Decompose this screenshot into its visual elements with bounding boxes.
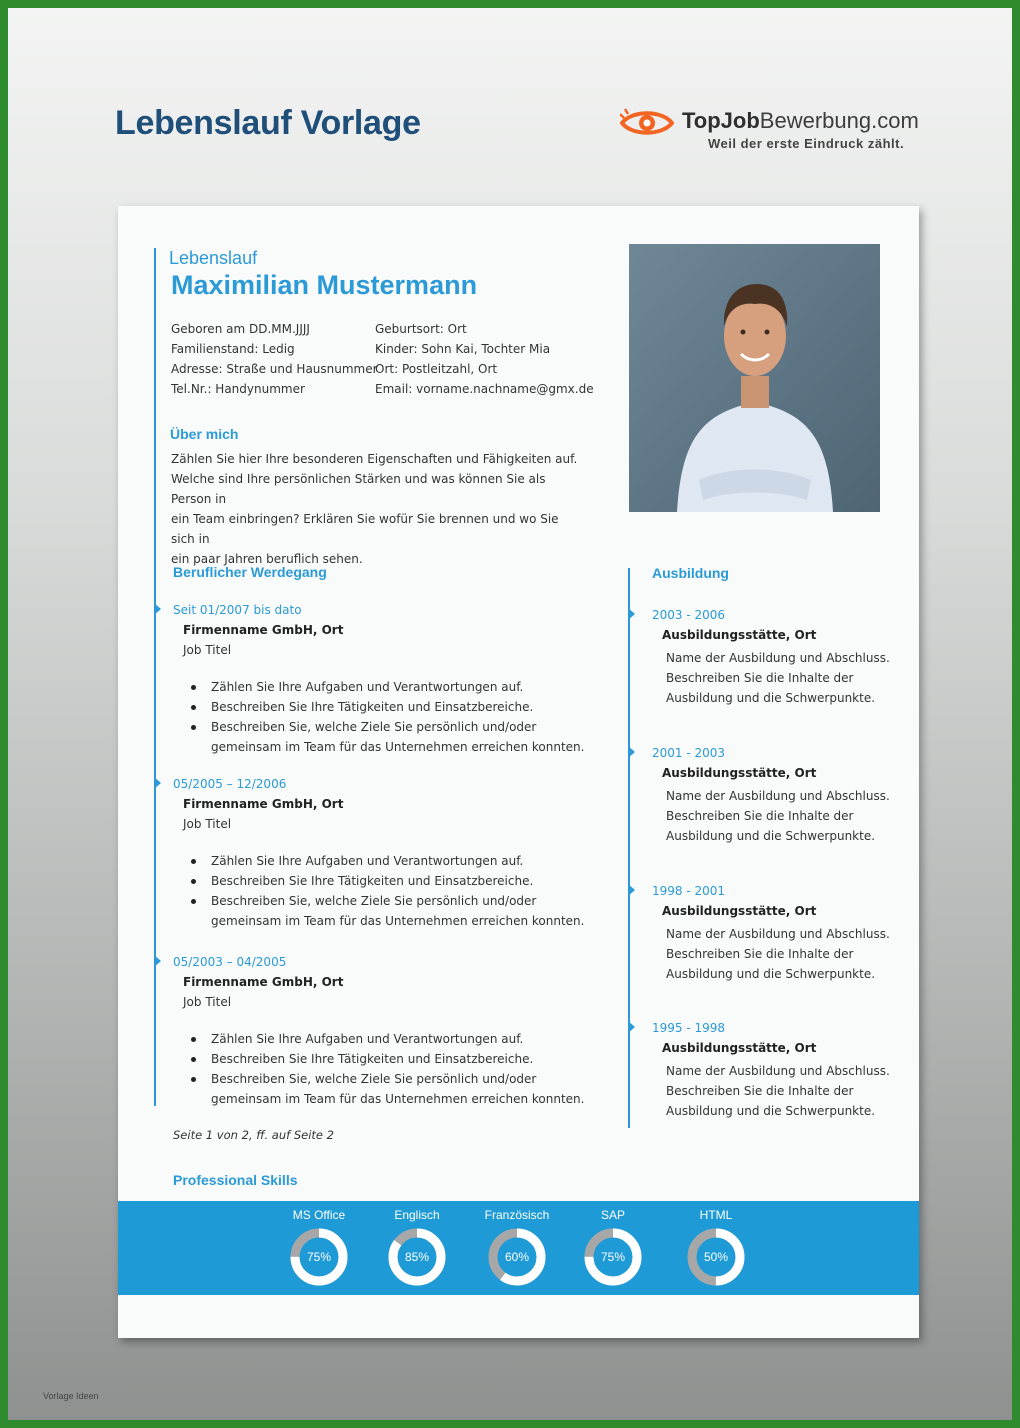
education-school: Ausbildungsstätte, Ort bbox=[662, 904, 817, 918]
list-item: Beschreiben Sie Ihre Tätigkeiten und Einsatzbereiche. bbox=[211, 871, 591, 891]
birth-place: Geburtsort: Ort bbox=[375, 322, 467, 336]
brand-logo[interactable] bbox=[620, 106, 920, 156]
cv-label: Lebenslauf bbox=[169, 248, 258, 268]
marital-status: Familienstand: Ledig bbox=[171, 342, 295, 356]
education-entry bbox=[628, 608, 888, 708]
skill-name: HTML bbox=[699, 1208, 733, 1222]
birth-date: Geboren am DD.MM.JJJJ bbox=[171, 322, 310, 336]
skill-sap bbox=[568, 1207, 658, 1287]
job-title: Job Titel bbox=[183, 817, 232, 831]
education-date: 1995 - 1998 bbox=[652, 1021, 726, 1035]
skill-ring bbox=[289, 1227, 349, 1287]
education-school: Ausbildungsstätte, Ort bbox=[662, 1041, 817, 1055]
about-line: Zählen Sie hier Ihre besonderen Eigenschaften und Fähigkeiten auf. bbox=[171, 452, 578, 466]
skill-percent: 75% bbox=[600, 1250, 626, 1264]
profile-photo bbox=[629, 244, 880, 512]
skills-band bbox=[118, 1201, 919, 1295]
cv-name: Maximilian Mustermann bbox=[171, 270, 478, 300]
list-item: Zählen Sie Ihre Aufgaben und Verantwortungen auf. bbox=[211, 677, 591, 697]
list-item: Beschreiben Sie Ihre Tätigkeiten und Einsatzbereiche. bbox=[211, 697, 591, 717]
skill-franzoesisch bbox=[472, 1207, 562, 1287]
about-heading: Über mich bbox=[170, 426, 239, 442]
city: Ort: Postleitzahl, Ort bbox=[375, 362, 498, 376]
education-school: Ausbildungsstätte, Ort bbox=[662, 628, 817, 642]
timeline-marker-icon bbox=[628, 608, 635, 620]
job-entry bbox=[154, 777, 584, 927]
job-entry bbox=[154, 603, 584, 753]
about-line: ein Team einbringen? Erklären Sie wofür Sie brennen und wo Sie sich in bbox=[171, 512, 559, 546]
education-description: Name der Ausbildung und Abschluss. Beschreiben Sie die Inhalte der Ausbildung und die Schwerpunkte. bbox=[666, 1064, 890, 1118]
timeline-marker-icon bbox=[154, 603, 161, 615]
list-item: Beschreiben Sie, welche Ziele Sie persönlich und/oder gemeinsam im Team für das Unternehmen erreichen konnten. bbox=[211, 717, 591, 757]
timeline-marker-icon bbox=[628, 1021, 635, 1033]
education-date: 1998 - 2001 bbox=[652, 884, 726, 898]
skill-percent: 75% bbox=[306, 1250, 332, 1264]
skill-percent: 60% bbox=[504, 1250, 530, 1264]
education-description: Name der Ausbildung und Abschluss. Beschreiben Sie die Inhalte der Ausbildung und die Schwerpunkte. bbox=[666, 789, 890, 843]
eye-logo-icon bbox=[620, 108, 674, 138]
about-line: ein paar Jahren beruflich sehen. bbox=[171, 552, 363, 566]
cv-document bbox=[118, 206, 919, 1338]
list-item: Beschreiben Sie, welche Ziele Sie persönlich und/oder gemeinsam im Team für das Unternehmen erreichen konnten. bbox=[211, 891, 591, 931]
job-entry bbox=[154, 955, 584, 1105]
skill-html bbox=[671, 1207, 761, 1287]
personal-info-left bbox=[171, 319, 378, 399]
skill-ring bbox=[487, 1227, 547, 1287]
education-entry bbox=[628, 746, 888, 846]
career-heading: Beruflicher Werdegang bbox=[173, 564, 327, 580]
address: Adresse: Straße und Hausnummer bbox=[171, 362, 378, 376]
skill-name: MS Office bbox=[292, 1208, 346, 1222]
brand-name: TopJobBewerbung.com bbox=[682, 108, 919, 133]
timeline-marker-icon bbox=[154, 955, 161, 967]
list-item: Beschreiben Sie, welche Ziele Sie persönlich und/oder gemeinsam im Team für das Unternehmen erreichen konnten. bbox=[211, 1069, 591, 1109]
skill-percent: 85% bbox=[404, 1250, 430, 1264]
job-date: 05/2003 – 04/2005 bbox=[173, 955, 287, 969]
job-title: Job Titel bbox=[183, 643, 232, 657]
list-item: Beschreiben Sie Ihre Tätigkeiten und Einsatzbereiche. bbox=[211, 1049, 591, 1069]
timeline-marker-icon bbox=[628, 746, 635, 758]
skill-name: Englisch bbox=[394, 1208, 440, 1222]
job-bullets bbox=[211, 851, 591, 931]
skill-name: SAP bbox=[600, 1208, 625, 1222]
job-date: 05/2005 – 12/2006 bbox=[173, 777, 287, 791]
skill-name: Französisch bbox=[484, 1208, 550, 1222]
education-entry bbox=[628, 1021, 888, 1121]
timeline-marker-icon bbox=[154, 777, 161, 789]
list-item: Zählen Sie Ihre Aufgaben und Verantwortungen auf. bbox=[211, 851, 591, 871]
job-bullets bbox=[211, 1029, 591, 1109]
education-heading: Ausbildung bbox=[652, 565, 729, 581]
page-title: Lebenslauf Vorlage bbox=[115, 104, 421, 142]
skill-ms-office bbox=[274, 1207, 364, 1287]
page-background bbox=[8, 8, 1012, 1420]
skill-ring bbox=[686, 1227, 746, 1287]
brand-tagline: Weil der erste Eindruck zählt. bbox=[708, 136, 905, 151]
timeline-marker-icon bbox=[628, 884, 635, 896]
about-text bbox=[171, 449, 581, 569]
job-company: Firmenname GmbH, Ort bbox=[183, 797, 344, 811]
job-bullets bbox=[211, 677, 591, 757]
footer-note: Vorlage Ideen bbox=[43, 1391, 99, 1401]
job-company: Firmenname GmbH, Ort bbox=[183, 623, 344, 637]
list-item: Zählen Sie Ihre Aufgaben und Verantwortungen auf. bbox=[211, 1029, 591, 1049]
skill-ring bbox=[583, 1227, 643, 1287]
education-date: 2003 - 2006 bbox=[652, 608, 726, 622]
job-company: Firmenname GmbH, Ort bbox=[183, 975, 344, 989]
job-date: Seit 01/2007 bis dato bbox=[173, 603, 302, 617]
education-school: Ausbildungsstätte, Ort bbox=[662, 766, 817, 780]
email[interactable]: Email: vorname.nachname@gmx.de bbox=[375, 382, 594, 396]
education-description: Name der Ausbildung und Abschluss. Beschreiben Sie die Inhalte der Ausbildung und die Schwerpunkte. bbox=[666, 651, 890, 705]
education-description: Name der Ausbildung und Abschluss. Beschreiben Sie die Inhalte der Ausbildung und die Schwerpunkte. bbox=[666, 927, 890, 981]
phone: Tel.Nr.: Handynummer bbox=[171, 382, 305, 396]
skill-percent: 50% bbox=[703, 1250, 729, 1264]
children: Kinder: Sohn Kai, Tochter Mia bbox=[375, 342, 551, 356]
education-entry bbox=[628, 884, 888, 984]
skill-ring bbox=[387, 1227, 447, 1287]
skills-heading: Professional Skills bbox=[173, 1172, 298, 1188]
skill-englisch bbox=[372, 1207, 462, 1287]
about-line: Welche sind Ihre persönlichen Stärken und was können Sie als Person in bbox=[171, 472, 546, 506]
personal-info-right bbox=[375, 319, 594, 399]
page-note: Seite 1 von 2, ff. auf Seite 2 bbox=[173, 1128, 334, 1142]
job-title: Job Titel bbox=[183, 995, 232, 1009]
education-date: 2001 - 2003 bbox=[652, 746, 726, 760]
